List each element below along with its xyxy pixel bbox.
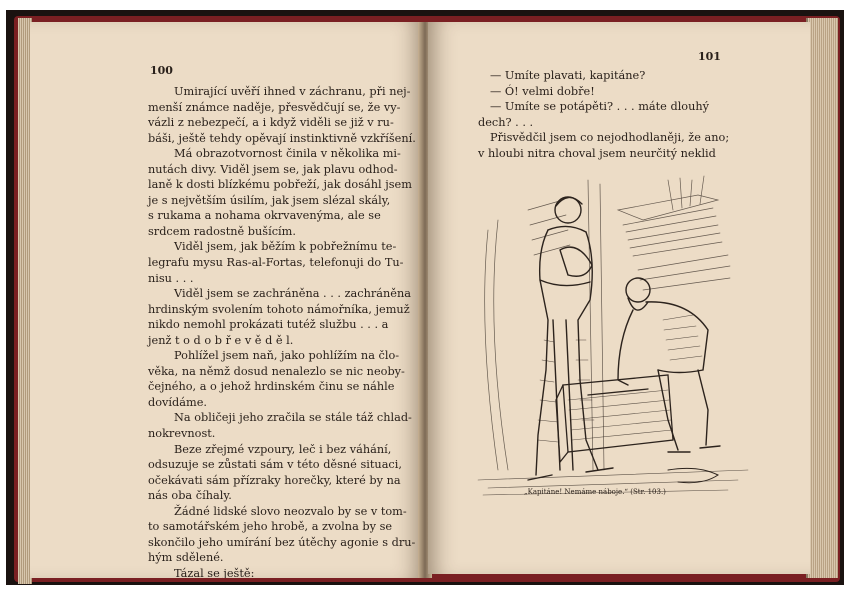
left-page-number: 100 xyxy=(150,64,173,77)
text-line: Na obličeji jeho zračila se stále táž chlad- xyxy=(174,411,412,425)
text-line: — Umíte se potápěti? . . . máte dlouhý xyxy=(490,100,710,114)
right-page-number: 101 xyxy=(698,50,721,63)
text-line: legrafu mysu Ras-al-Fortas, telefonuji do Tu- xyxy=(148,256,404,270)
text-line: dech? . . . xyxy=(478,115,534,129)
illustration-caption: „Kapitáne! Nemáme náboje.“ (Str. 103.) xyxy=(524,488,666,496)
left-page xyxy=(30,22,422,578)
text-line: Viděl jsem se zachráněna . . . zachráněna xyxy=(174,287,411,301)
text-line: čejného, a o jehož hrdinském činu se náhle xyxy=(148,380,395,394)
text-line: věka, na němž dosud nenalezlo se nic neoby- xyxy=(148,364,405,378)
left-page-text xyxy=(148,84,416,578)
text-line: Žádné lidské slovo neozvalo by se v tom- xyxy=(174,504,407,518)
right-page-text xyxy=(478,68,734,161)
text-line: nutách divy. Viděl jsem se, jak plavu odhod- xyxy=(148,162,398,176)
text-line: nisu . . . xyxy=(148,271,194,285)
text-line: jenž t o d o b ř e v ě d ě l. xyxy=(148,333,294,347)
text-line: — Ó! velmi dobře! xyxy=(490,84,595,98)
text-line: to samotářském jeho hrobě, a zvolna by se xyxy=(148,520,393,534)
text-line: hrdinským svolením tohoto námořníka, jemuž xyxy=(148,302,410,316)
text-line: odsuzuje se zůstati sám v této děsné situaci, xyxy=(148,458,402,472)
text-line: Beze zřejmé vzpoury, leč i bez váhání, xyxy=(174,442,392,456)
text-line: dovídáme. xyxy=(148,395,207,409)
text-line: menší známce naděje, přesvědčují se, že vy- xyxy=(148,100,401,114)
text-line: — Umíte plavati, kapitáne? xyxy=(490,69,646,82)
right-page-edges xyxy=(806,18,838,578)
text-line: Viděl jsem, jak běžím k pobřežnímu te- xyxy=(174,240,397,254)
text-line: báši, ještě tehdy opěvají instinktivně vzkříšení. xyxy=(148,131,416,145)
text-line: očekávati sám přízraky horečky, které by na xyxy=(148,473,401,487)
text-line: laně k dosti blízkému pobřeží, jak dosáhl jsem xyxy=(148,178,412,192)
text-line: Má obrazotvornost činila v několika mi- xyxy=(174,147,401,161)
text-line: nokrevnost. xyxy=(148,427,216,441)
text-line: nás oba číhaly. xyxy=(148,489,232,503)
text-line: Umirající uvěří ihned v záchranu, při nej- xyxy=(174,85,411,98)
text-line: hým sdělené. xyxy=(148,551,224,565)
text-line: s rukama a nohama okrvavenýma, ale se xyxy=(148,209,381,223)
text-line: nikdo nemohl prokázati tutéž službu . . . a xyxy=(148,318,389,332)
text-line: je s největším úsilím, jak jsem slézal skály, xyxy=(148,193,391,207)
text-line: v hloubi nitra choval jsem neurčitý neklid xyxy=(478,146,716,160)
text-line: Pohlížel jsem naň, jako pohlížím na člo- xyxy=(174,349,400,363)
text-line: Přisvědčil jsem co nejodhodlaněji, že ano; xyxy=(490,131,730,145)
text-line: Tázal se ještě: xyxy=(174,566,255,578)
text-line: vázli z nebezpečí, a i když viděli se již v ru- xyxy=(148,116,394,130)
text-line: skončilo jeho umírání bez útěchy agonie s dru- xyxy=(148,535,416,549)
engraving-illustration xyxy=(468,170,758,500)
text-line: srdcem radostně bušícím. xyxy=(148,224,296,238)
right-page xyxy=(428,22,810,574)
